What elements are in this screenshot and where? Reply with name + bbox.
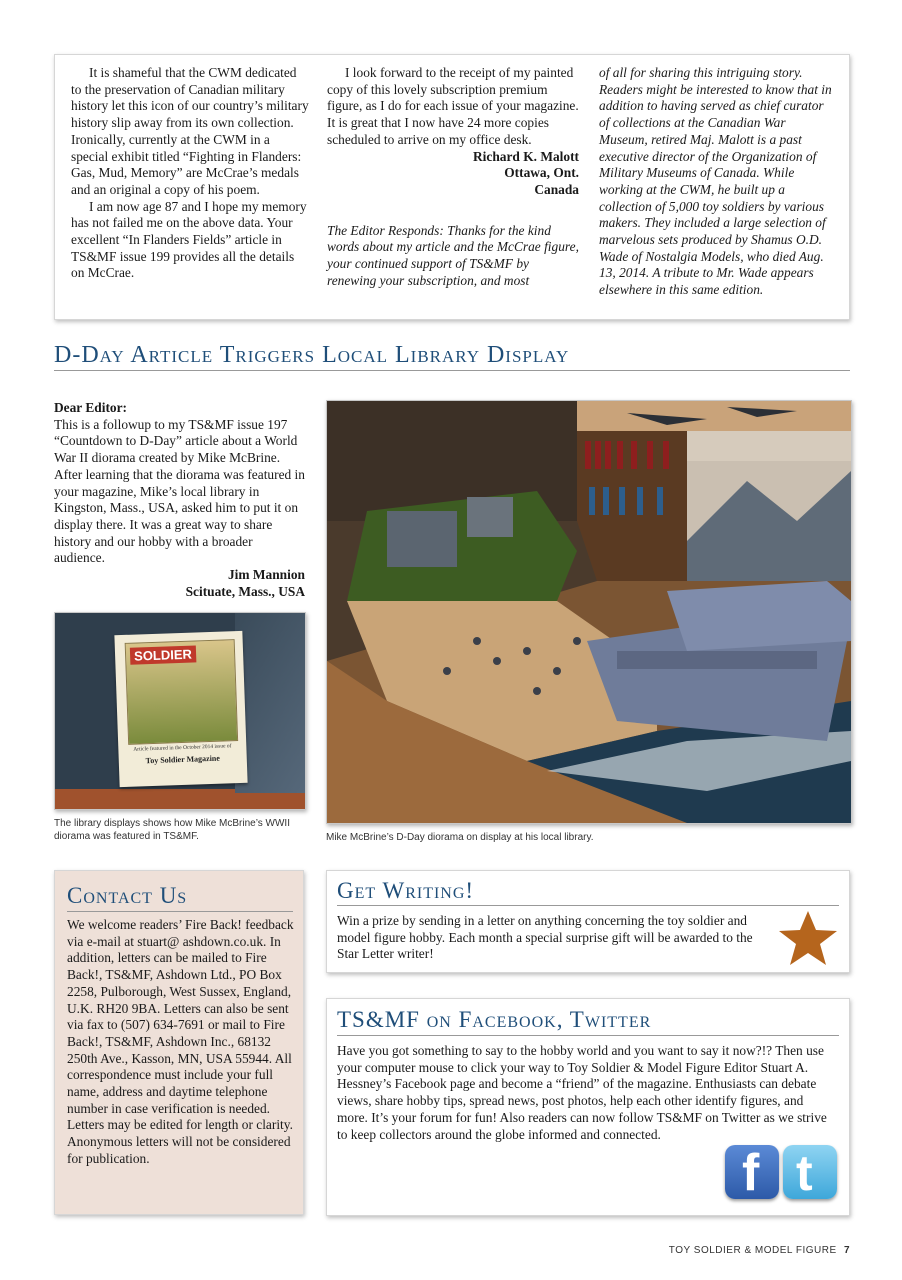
social-body: Have you got something to say to the hobby world and you want to say it now?!? Then use your computer mouse to click your way to Toy Soldier & Model Figure Editor Stuart A. Hessney’s Facebook page and become a “friend” of the magazine. Enthusiasts can debate views, share hobby tips, spread news, post photos, help each other identify figures, and more. It’s your forum for fun! Also readers can now follow TS&MF on Twitter as we strive to keep collectors around the globe informed and connected. — [337, 1043, 827, 1142]
signature-city: Ottawa, Ont. — [504, 165, 579, 181]
editor-response: The Editor Responds: Thanks for the kind words about my article and the McCrae figure, your continued support of TS&MF by renewing your subscription, and most — [327, 222, 579, 288]
letter-continuation-box — [54, 54, 850, 320]
social-heading-wrap — [337, 1005, 839, 1036]
salutation: Dear Editor: — [54, 400, 128, 415]
star-icon — [777, 909, 839, 967]
footer-magazine: TOY SOLDIER & MODEL FIGURE — [668, 1245, 837, 1256]
page-footer — [669, 1245, 850, 1256]
letter-body: This is a followup to my TS&MF issue 197 “Countdown to D-Day” article about a World War II diorama created by Mike McBrine. After learning that the diorama was featured in your magazine, Mike’s local library in Kingston, Mass., USA, asked him to put it on display there. It was a great way to share history and our hobby with a broader audience. — [54, 416, 305, 566]
facebook-icon[interactable] — [725, 1145, 779, 1199]
section-heading-dday — [54, 340, 850, 371]
letter-paragraph: It is shameful that the CWM dedicated to the preservation of Canadian military history let this icon of our country’s military history slip away from its own collection. Ironically, currently at the CWM in a special exhibit titled “Fighting in Flanders: Gas, Mud, Memory” are McCrae’s medals and an original a copy of his poem. — [71, 65, 309, 197]
page-number: 7 — [843, 1245, 850, 1256]
social-media-box — [326, 998, 850, 1216]
contact-body: We welcome readers’ Fire Back! feedback via e-mail at stuart@ ashdown.co.uk. In addition, letters can be mailed to Fire Back!, TS&MF, Ashdown Ltd., PO Box 2258, Pulborough, West Sussex, England, U.K. RH20 9BA. Letters can also be sent via fax to (507) 634-7691 or mail to Fire Back!, TS&MF, Ashdown Inc., 68132 250th Ave., Kasson, MN, USA 55944. All correspondence must include your full name, address and daytime telephone number in case verification is needed. Letters may be edited for length or clarity. Anonymous letters will not be considered for publication. — [67, 917, 294, 1166]
magazine-page — [114, 631, 247, 787]
contact-heading: Contact Us — [67, 883, 188, 908]
magazine-note: Article featured in the October 2014 issue of — [133, 743, 232, 753]
contact-heading-wrap — [67, 881, 293, 912]
section-title: D-Day Article Triggers Local Library Display — [54, 342, 570, 368]
signature-name: Jim Mannion — [227, 567, 305, 583]
get-writing-body: Win a prize by sending in a letter on anything concerning the toy soldier and model figure hobby. Each month a special surprise gift will be awarded to the Star Letter writer! — [337, 913, 753, 962]
letter-col-2 — [327, 65, 579, 289]
editor-response-continued: of all for sharing this intriguing story. Readers might be interested to know that in addition to having served as chief curator of collections at the Canadian War Museum, retired Maj. Malott is a past executive director of the Organization of Military Museums of Canada. While working at the CWM, he built up a collection of 5,000 toy soldiers by various makers. They included a large selection of marvelous sets produced by Shamus O.D. Wade of Nostalgia Models, who died Aug. 13, 2014. A tribute to Mr. Wade appears elsewhere in this same edition. — [599, 65, 832, 298]
contact-us-box — [54, 870, 304, 1215]
magazine-logo: SOLDIER — [130, 645, 196, 664]
dday-letter — [54, 400, 305, 600]
diorama-illustration — [327, 401, 851, 823]
twitter-icon[interactable] — [783, 1145, 837, 1199]
signature-name: Richard K. Malott — [473, 148, 579, 164]
magazine-cover-image — [125, 639, 238, 745]
photo-caption-large: Mike McBrine’s D-Day diorama on display at his local library. — [326, 832, 594, 843]
signature-country: Canada — [534, 181, 579, 197]
get-writing-heading-wrap — [337, 877, 839, 906]
magazine-name: Toy Soldier Magazine — [145, 753, 221, 766]
get-writing-heading: Get Writing! — [337, 878, 475, 903]
facebook-glyph: f — [742, 1145, 760, 1199]
signature-place: Scituate, Mass., USA — [185, 583, 305, 599]
letter-col-1 — [71, 65, 309, 282]
get-writing-box — [326, 870, 850, 973]
library-magazine-photo — [54, 612, 306, 810]
letter-paragraph: I am now age 87 and I hope my memory has not failed me on the above data. Your excellent “In Flanders Fields” article in TS&MF issue 199 provides all the details on McCrae. — [71, 198, 307, 281]
diorama-photo — [326, 400, 852, 824]
twitter-glyph: t — [796, 1145, 813, 1199]
letter-col-3 — [599, 65, 835, 299]
social-heading: TS&MF on Facebook, Twitter — [337, 1007, 652, 1032]
letter-paragraph: I look forward to the receipt of my painted copy of this lovely subscription premium figure, as I do for each issue of your magazine. It is great that I now have 24 more copies scheduled to arrive on my office desk. — [327, 65, 579, 147]
photo-caption-small: The library displays shows how Mike McBrine’s WWII diorama was featured in TS&MF. — [54, 818, 290, 842]
